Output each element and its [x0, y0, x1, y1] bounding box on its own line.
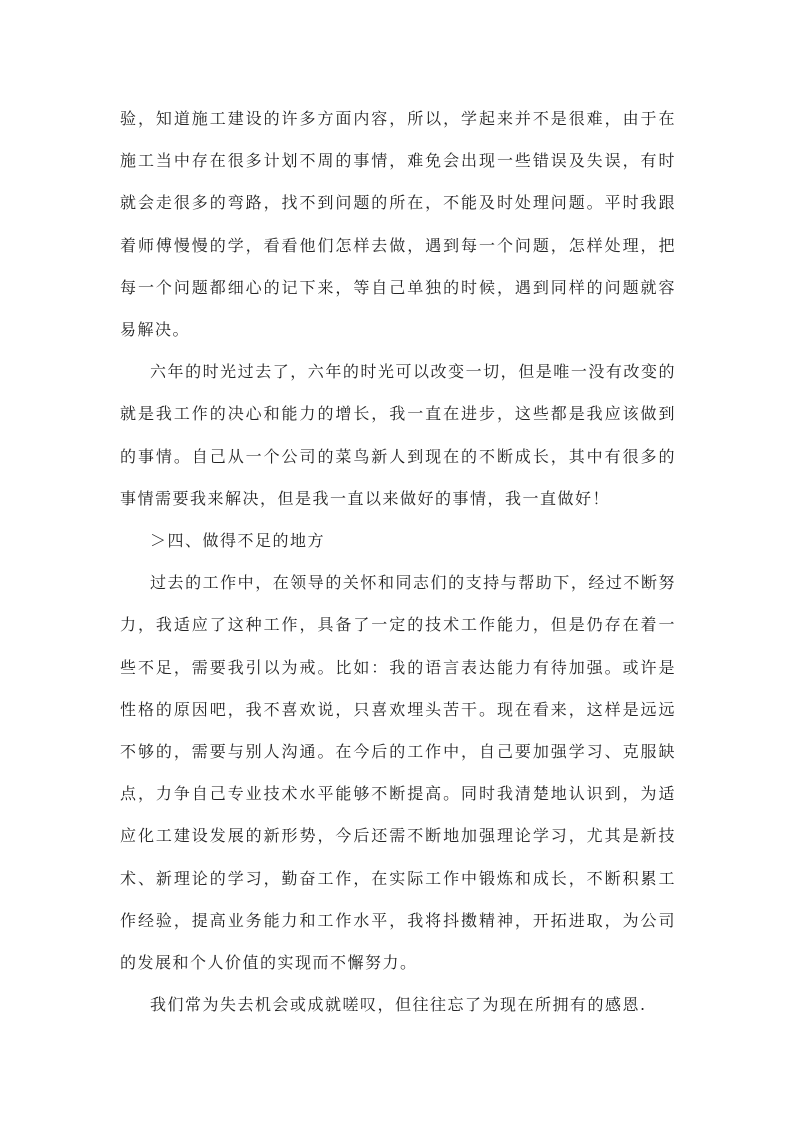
paragraph-six-years: 六年的时光过去了，六年的时光可以改变一切，但是唯一没有改变的就是我工作的决心和能力的增长，我一直在进步，这些都是我应该做到的事情。自己从一个公司的菜鸟新人到现在的不断成长，其中有很多的事情需要我来解决，但是我一直以来做好的事情，我一直做好！ — [120, 362, 676, 508]
document-page — [120, 98, 676, 1026]
section-heading-shortcomings: ＞四、做得不足的地方 — [150, 531, 326, 551]
paragraph-gratitude: 我们常为失去机会或成就嗟叹，但往往忘了为现在所拥有的感恩. — [150, 995, 647, 1015]
paragraph-experience: 验，知道施工建设的许多方面内容，所以，学起来并不是很难，由于在施工当中存在很多计划不周的事情，难免会出现一些错误及失误，有时就会走很多的弯路，找不到问题的所在，不能及时处理问题。平时我跟着师傅慢慢的学，看看他们怎样去做，遇到每一个问题，怎样处理，把每一个问题都细心的记下来，等自己单独的时候，遇到同样的问题就容易解决。 — [120, 109, 676, 340]
paragraph-shortcomings: 过去的工作中，在领导的关怀和同志们的支持与帮助下，经过不断努力，我适应了这种工作，具备了一定的技术工作能力，但是仍存在着一些不足，需要我引以为戒。比如：我的语言表达能力有待加强。或许是性格的原因吧，我不喜欢说，只喜欢埋头苦干。现在看来，这样是远远不够的，需要与别人沟通。在今后的工作中，自己要加强学习、克服缺点，力争自己专业技术水平能够不断提高。同时我清楚地认识到，为适应化工建设发展的新形势，今后还需不断地加强理论学习，尤其是新技术、新理论的学习，勤奋工作，在实际工作中锻炼和成长，不断积累工作经验，提高业务能力和工作水平，我将抖擞精神，开拓进取，为公司的发展和个人价值的实现而不懈努力。 — [120, 573, 676, 973]
